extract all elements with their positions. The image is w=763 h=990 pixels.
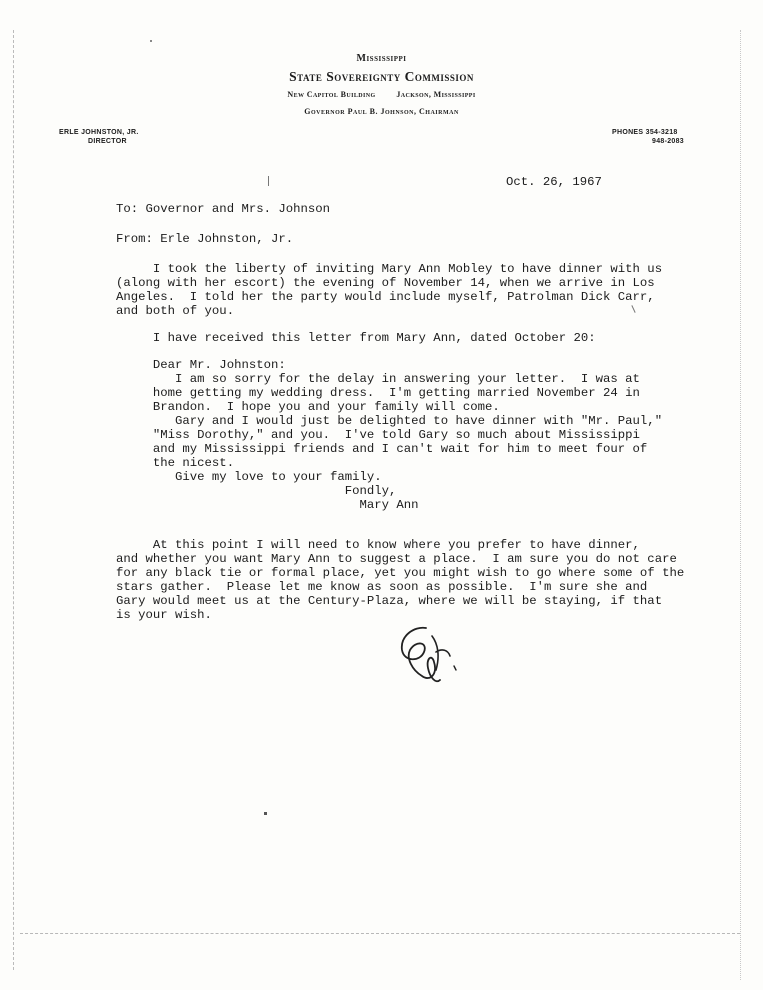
para1-line2: (along with her escort) the evening of November 14, when we arrive in Los bbox=[116, 276, 655, 290]
letterhead-commission: State Sovereignty Commission bbox=[289, 69, 474, 84]
para3-line4: stars gather. Please let me know as soon as possible. I'm sure she and bbox=[116, 580, 648, 594]
director-title: DIRECTOR bbox=[88, 138, 127, 145]
quote-line7: and my Mississippi friends and I can't wait for him to meet four of bbox=[116, 442, 648, 456]
quote-line4: Brandon. I hope you and your family will come. bbox=[116, 400, 500, 414]
letterhead-chairman: Governor Paul B. Johnson, Chairman bbox=[304, 107, 459, 116]
recipient-line: To: Governor and Mrs. Johnson bbox=[116, 202, 331, 216]
quote-line3: home getting my wedding dress. I'm getting married November 24 in bbox=[116, 386, 640, 400]
phones-line2: 948-2083 bbox=[652, 138, 684, 145]
para3-line3: for any black tie or formal place, yet you might wish to go where some of the bbox=[116, 566, 685, 580]
quote-line2: I am so sorry for the delay in answering your letter. I was at bbox=[116, 372, 640, 386]
quote-line8: the nicest. bbox=[116, 456, 235, 470]
quote-line9: Give my love to your family. bbox=[116, 470, 382, 484]
para2-line: I have received this letter from Mary Ann, dated October 20: bbox=[116, 331, 596, 345]
scan-speck bbox=[268, 176, 269, 186]
para3-line1: At this point I will need to know where you prefer to have dinner, bbox=[116, 538, 640, 552]
quote-signature: Mary Ann bbox=[116, 498, 419, 512]
para3-line6: is your wish. bbox=[116, 608, 212, 622]
para1-line1: I took the liberty of inviting Mary Ann Mobley to have dinner with us bbox=[116, 262, 663, 276]
handwritten-signature bbox=[392, 622, 464, 692]
quote-line1: Dear Mr. Johnston: bbox=[116, 358, 286, 372]
scan-edge-right bbox=[740, 30, 742, 980]
scan-edge-left bbox=[13, 30, 15, 970]
para1-line4: and both of you. bbox=[116, 304, 235, 318]
phones-label: PHONES bbox=[612, 129, 644, 136]
para1-line3: Angeles. I told her the party would include myself, Patrolman Dick Carr, bbox=[116, 290, 655, 304]
scan-speck bbox=[150, 40, 152, 42]
letterhead-city: Jackson, Mississippi bbox=[396, 90, 476, 99]
letterhead-address bbox=[0, 90, 763, 99]
phones-line1: 354-3218 bbox=[645, 129, 678, 136]
scan-edge-bottom bbox=[20, 933, 740, 935]
letter-date: Oct. 26, 1967 bbox=[506, 175, 602, 189]
sender-line: From: Erle Johnston, Jr. bbox=[116, 232, 294, 246]
para3-line2: and whether you want Mary Ann to suggest a place. I am sure you do not care bbox=[116, 552, 677, 566]
director-name: ERLE JOHNSTON, JR. bbox=[59, 129, 139, 136]
quote-line6: "Miss Dorothy," and you. I've told Gary so much about Mississippi bbox=[116, 428, 640, 442]
para3-line5: Gary would meet us at the Century-Plaza, where we will be staying, if that bbox=[116, 594, 663, 608]
letterhead-building: New Capitol Building bbox=[287, 90, 376, 99]
scan-speck bbox=[264, 812, 267, 815]
quote-closing: Fondly, bbox=[116, 484, 397, 498]
scan-speck bbox=[631, 305, 635, 313]
letterhead-state: Mississippi bbox=[356, 53, 407, 64]
phones bbox=[612, 129, 678, 136]
quote-line5: Gary and I would just be delighted to have dinner with "Mr. Paul," bbox=[116, 414, 663, 428]
